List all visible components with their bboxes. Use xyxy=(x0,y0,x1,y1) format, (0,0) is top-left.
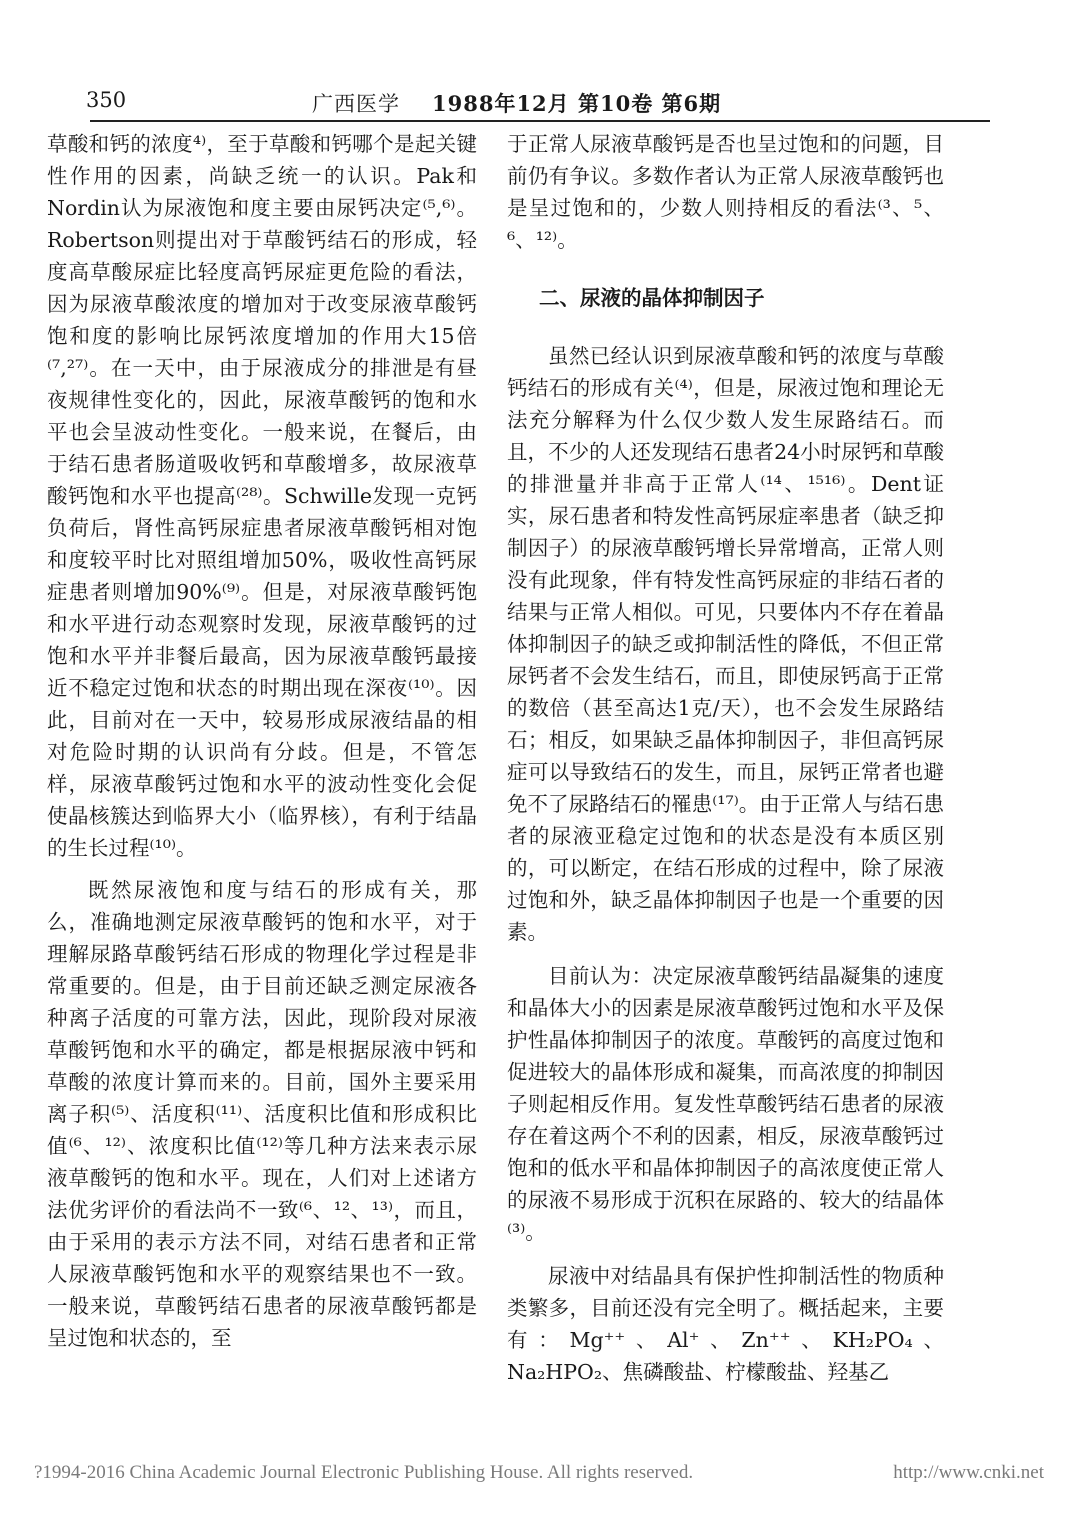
page-number: 350 xyxy=(86,88,127,112)
left-paragraph-2: 既然尿液饱和度与结石的形成有关，那么，准确地测定尿液草酸钙的饱和水平，对于理解尿路草酸钙结石形成的物理化学过程是非常重要的。但是，由于目前还缺乏测定尿液各种离子活度的可靠方法，因此，现阶段对尿液草酸钙饱和水平的确定，都是根据尿液中钙和草酸的浓度计算而来的。目前，国外主要采用离子积⁽⁵⁾、活度积⁽¹¹⁾、活度积比值和形成积比值⁽⁶、¹²⁾、浓度积比值⁽¹²⁾等几种方法来表示尿液草酸钙的饱和水平。现在，人们对上述诸方法优劣评价的看法尚不一致⁽⁶、¹²、¹³⁾，而且，由于采用的表示方法不同，对结石患者和正常人尿液草酸钙饱和水平的观察结果也不一致。一般来说，草酸钙结石患者的尿液草酸钙都是呈过饱和状态的，至 xyxy=(47,878,477,1350)
page-footer xyxy=(34,1462,1044,1490)
right-paragraph-1: 虽然已经认识到尿液草酸和钙的浓度与草酸钙结石的形成有关⁽⁴⁾，但是，尿液过饱和理论无法充分解释为什么仅少数人发生尿路结石。而且，不少的人还发现结石患者24小时尿钙和草酸的排泄量并非高于正常人⁽¹⁴、¹⁵¹⁶⁾。Dent证实，尿石患者和特发性高钙尿症率患者（缺乏抑制因子）的尿液草酸钙增长异常增高，正常人则没有此现象，伴有特发性高钙尿症的非结石者的结果与正常人相似。可见，只要体内不存在着晶体抑制因子的缺乏或抑制活性的降低，不但正常尿钙者不会发生结石，而且，即使尿钙高于正常的数倍（甚至高达1克/天），也不会发生尿路结石；相反，如果缺乏晶体抑制因子，非但高钙尿症可以导致结石的发生，而且，尿钙正常者也避免不了尿路结石的罹患⁽¹⁷⁾。由于正常人与结石患者的尿液亚稳定过饱和的状态是没有本质区别的，可以断定，在结石形成的过程中，除了尿液过饱和外，缺乏晶体抑制因子也是一个重要的因素。 xyxy=(507,344,944,944)
journal-title: 广西医学 xyxy=(312,92,400,116)
section-heading: 二、尿液的晶体抑制因子 xyxy=(539,286,765,310)
right-paragraph-2: 目前认为：决定尿液草酸钙结晶凝集的速度和晶体大小的因素是尿液草酸钙过饱和水平及保护性晶体抑制因子的浓度。草酸钙的高度过饱和促进较大的晶体形成和凝集，而高浓度的抑制因子则起相反作用。复发性草酸钙结石患者的尿液存在着这两个不利的因素，相反，尿液草酸钙过饱和的低水平和晶体抑制因子的高浓度使正常人的尿液不易形成于沉积在尿路的、较大的结晶体⁽³⁾。 xyxy=(507,964,944,1244)
header-rule xyxy=(90,120,990,122)
left-paragraph-1: 草酸和钙的浓度⁴⁾，至于草酸和钙哪个是起关键性作用的因素，尚缺乏统一的认识。Pak和Nordin认为尿液饱和度主要由尿钙决定⁽⁵,⁶⁾。Robertson则提出对于草酸钙结石的形成，轻度高草酸尿症比轻度高钙尿症更危险的看法，因为尿液草酸浓度的增加对于改变尿液草酸钙饱和度的影响比尿钙浓度增加的作用大15倍⁽⁷,²⁷⁾。在一天中，由于尿液成分的排泄是有昼夜规律性变化的，因此，尿液草酸钙的饱和水平也会呈波动性变化。一般来说，在餐后，由于结石患者肠道吸收钙和草酸增多，故尿液草酸钙饱和水平也提高⁽²⁸⁾。Schwille发现一克钙负荷后，肾性高钙尿症患者尿液草酸钙相对饱和度较平时比对照组增加50%，吸收性高钙尿症患者则增加90%⁽⁹⁾。但是，对尿液草酸钙饱和水平进行动态观察时发现，尿液草酸钙的过饱和水平并非餐后最高，因为尿液草酸钙最接近不稳定过饱和状态的时期出现在深夜⁽¹⁰⁾。因此，目前对在一天中，较易形成尿液结晶的相对危险时期的认识尚有分歧。但是，不管怎样，尿液草酸钙过饱和水平的波动性变化会促使晶核簇达到临界大小（临界核），有利于结晶的生长过程⁽¹⁰⁾。 xyxy=(47,132,477,860)
copyright-notice: ?1994-2016 China Academic Journal Electronic Publishing House. All rights reserved. xyxy=(34,1462,694,1483)
page-header xyxy=(86,88,986,124)
left-column xyxy=(47,128,477,1354)
right-column xyxy=(507,128,944,1388)
issue-info: 1988年12月 第10卷 第6期 xyxy=(432,91,722,116)
right-paragraph-continued: 于正常人尿液草酸钙是否也呈过饱和的问题，目前仍有争议。多数作者认为正常人尿液草酸钙也是呈过饱和的，少数人则持相反的看法⁽³、⁵、⁶、¹²⁾。 xyxy=(507,132,944,252)
source-url: http://www.cnki.net xyxy=(893,1462,1044,1483)
right-paragraph-3: 尿液中对结晶具有保护性抑制活性的物质种类繁多，目前还没有完全明了。概括起来，主要有：Mg⁺⁺、Al⁺、Zn⁺⁺、KH₂PO₄、Na₂HPO₂、焦磷酸盐、柠檬酸盐、羟基乙 xyxy=(507,1264,944,1384)
